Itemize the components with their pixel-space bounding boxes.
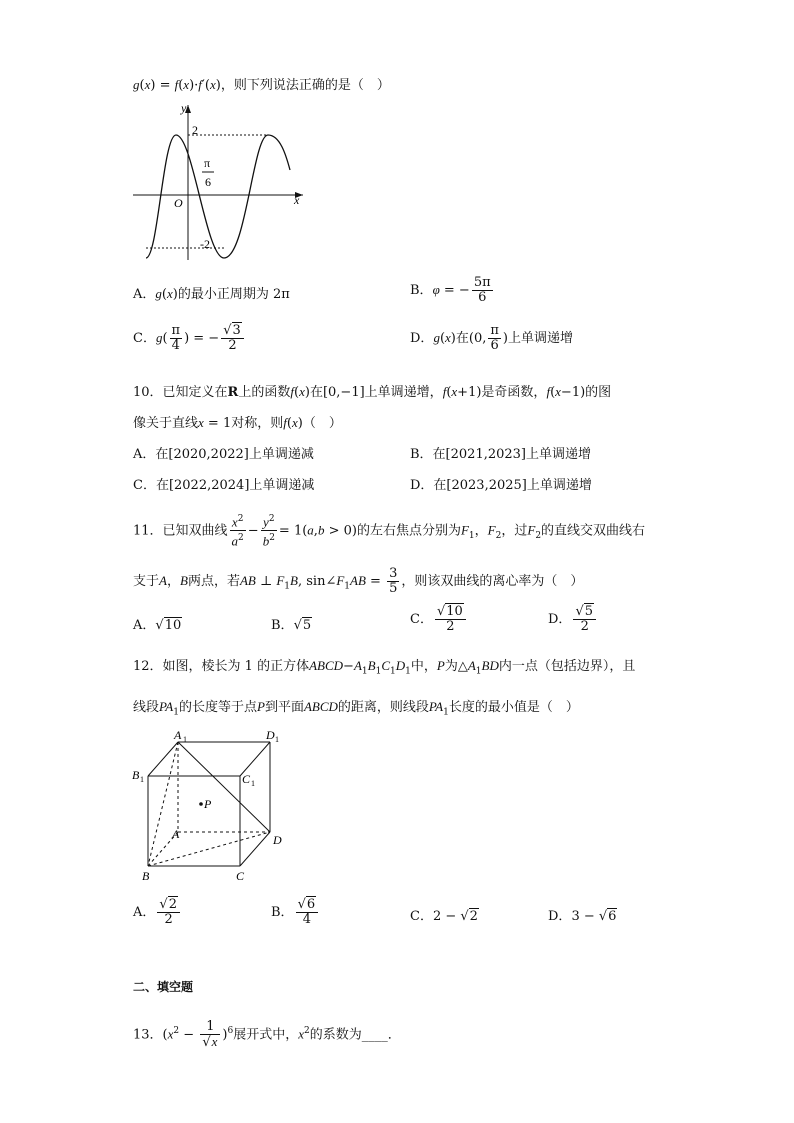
sine-curve	[146, 135, 290, 258]
q10-option-b[interactable]: B．在[2021,2023]上单调递增	[410, 447, 591, 462]
point-p	[199, 802, 203, 806]
svg-text:1: 1	[251, 779, 255, 788]
q11-option-d[interactable]: D． $\frac{√5}{2}$	[548, 605, 598, 634]
q9-option-c[interactable]: C．g( $\frac{\pi}{4}$ ) = − $\frac{√3}{2}$	[133, 324, 246, 353]
q10-line1: 10．已知定义在R上的函数f(x)在[0,−1]上单调递增，f(x+1)是奇函数，f(x−1)的图	[133, 384, 612, 400]
graph-pi: π	[204, 156, 211, 170]
q9-option-a[interactable]: A．g(x)的最小正周期为 2π	[133, 286, 290, 302]
svg-text:1: 1	[183, 735, 187, 744]
graph-top-label: 2	[192, 123, 198, 137]
q9-option-b[interactable]: B．φ = − $\frac{5\pi}{6}$	[410, 275, 491, 305]
graph-six: 6	[205, 175, 211, 189]
q10-option-c[interactable]: C．在[2022,2024]上单调递减	[133, 478, 315, 493]
svg-text:A: A	[174, 728, 182, 742]
svg-text:P: P	[204, 797, 212, 811]
graph-origin-label: O	[174, 196, 183, 210]
q9-sine-graph	[128, 100, 308, 265]
svg-text:C: C	[242, 772, 251, 786]
q12-line2: 线段$PA_1$的长度等于点P到平面ABCD的距离，则线段$PA_1$长度的最小值是（ ）	[133, 699, 579, 718]
q9-stem: g(x) = f(x)·f′(x)，则下列说法正确的是（ ）	[133, 77, 390, 93]
q12-line1: 12．如图，棱长为 1 的正方体$ABCD-A_1B_1C_1D_1$中，P为$\triangle A_1BD$内一点（包括边界），且	[133, 658, 636, 677]
svg-text:D: D	[273, 833, 282, 847]
graph-bottom-label: -2	[200, 237, 210, 251]
q12-option-b[interactable]: B． $\frac{√6}{4}$	[271, 898, 320, 927]
q12-option-a[interactable]: A． $\frac{√2}{2}$	[133, 898, 182, 927]
svg-text:B: B	[132, 768, 140, 782]
q12-option-d[interactable]: D．3 − √6	[548, 909, 617, 924]
svg-text:1: 1	[140, 775, 144, 784]
q11-line2: 支于A，B两点，若AB ⊥ $F_1B$, $\sin\angle F_1AB$ = $\frac{3}{5}$ ，则该双曲线的离心率为（ ）	[133, 566, 584, 596]
graph-y-label: y	[181, 101, 187, 115]
q11-option-b[interactable]: B．√5	[271, 618, 312, 633]
svg-text:1: 1	[275, 735, 279, 744]
q10-option-d[interactable]: D．在[2023,2025]上单调递增	[410, 478, 592, 493]
q11-option-c[interactable]: C． $\frac{√10}{2}$	[410, 605, 468, 634]
section-title: 二、填空题	[133, 980, 194, 994]
q13-line: 13．($x^2$ − $\frac{1}{√x}$ )$^6$展开式中，$x^2$的系数为____．	[133, 1019, 401, 1050]
svg-text:C: C	[236, 869, 245, 883]
q10-option-a[interactable]: A．在[2020,2022]上单调递减	[133, 447, 314, 462]
q11-option-a[interactable]: A．√10	[133, 618, 182, 633]
graph-x-label: x	[294, 193, 300, 207]
q12-option-c[interactable]: C．2 − √2	[410, 909, 478, 924]
q9-option-d[interactable]: D．g(x)在(0, $\frac{\pi}{6}$ )上单调递增	[410, 323, 573, 353]
svg-text:B: B	[142, 869, 150, 883]
q10-line2: 像关于直线x = 1对称，则f(x)（ ）	[133, 415, 342, 431]
q12-cube-figure	[128, 728, 298, 886]
svg-text:D: D	[266, 728, 275, 742]
q11-line1: 11．已知双曲线 $\frac{x^2}{a^2}$ − $\frac{y^2}{b^2}$ = 1(a,b > 0)的左右焦点分别为$F_1$，$F_2$，过$F_2$的直线交双曲线右	[133, 514, 646, 549]
svg-text:A: A	[172, 827, 180, 841]
